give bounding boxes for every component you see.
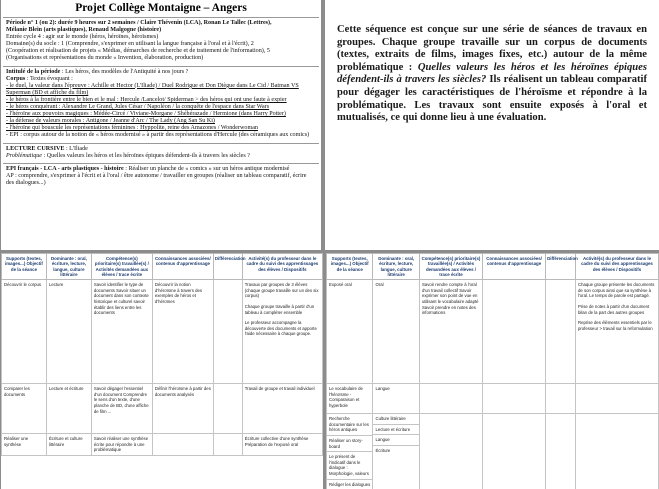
support-item: Recherche documentaire sur les héros antiques <box>329 416 369 433</box>
cell-support: Le vocabulaire de l'héroïsme - Comparaison et hyperbole <box>327 384 373 414</box>
corpus-item: - le héros conquérant : Alexandre Le Grand, Jules César / Napoléon / la conquête de l'espace dans Star Wars <box>6 104 270 111</box>
corpus-item: - le héros à la frontière entre le bien et le mal : Hercule /Lancelot/ Spiderman > des héros qui ont une faute à expier <box>6 96 287 103</box>
header-differenciation: Différenciation <box>213 254 242 280</box>
cell-support: Découvrir le corpus <box>2 280 47 384</box>
cell-competences: Savoir dégager l'essentiel d'un document Comprendre le sens d'un texte, d'une planche de BD, d'une affiche de film ... <box>91 384 152 434</box>
project-title: Projet Collège Montaigne – Angers <box>3 0 319 18</box>
cell-differenciation <box>213 384 242 434</box>
cell-differenciation <box>546 384 576 414</box>
cell-activites <box>575 414 658 489</box>
intro-question: Quelles valeurs les héros et les héroïnes épiques défendent-ils à travers les siècles? <box>337 61 647 86</box>
header-line: Mélanie Blein (arts plastiques), Renaud Malgogne (histoire) <box>6 27 162 34</box>
header-competences: Compétence(s) prioritaire(s) travaillée(s) / Activités demandées aux élèves / trace écrite <box>419 254 482 280</box>
header-supports: Supports (textes, images...) Objectif de la séance <box>2 254 47 280</box>
header-connaissances: Connaissances associées/ contenus d'apprentissage <box>152 254 213 280</box>
dominante-item: Lecture et écriture <box>373 424 418 433</box>
table-row <box>327 414 659 489</box>
project-reading-box <box>3 144 319 164</box>
epi-text: : Réaliser un planche de « comics » sur un héros antique modernisé <box>123 165 290 172</box>
table-header-row <box>327 254 659 280</box>
cell-differenciation <box>546 280 576 384</box>
sequence-table <box>1 253 323 456</box>
intro-text-after: Ils réalisent un tableau comparatif pour dégager les caractéristiques de l'héroïsme et répondre à la problématique. Les travaux sont ensuite exposés à l'oral et mutualisés, ce qui donne lieu à une évaluation. <box>337 74 647 124</box>
activity-line: Écriture collective d'une synthèse <box>244 436 309 442</box>
cell-dominante: Écriture et culture littéraire <box>46 434 91 456</box>
dominante-item: Langue <box>373 434 418 443</box>
cell-activites <box>575 384 658 414</box>
problem-text: : Quelles valeurs les héros et les héroïnes épiques défendent-ils à travers les siècles ? <box>42 152 250 159</box>
reading-label: LECTURE CURSIVE <box>6 145 65 152</box>
dominante-item: Écriture <box>373 445 418 454</box>
table-header-row <box>2 254 323 280</box>
project-header-box <box>3 18 319 67</box>
corpus-item: - le duel, la valeur dans l'épreuve : Achille et Hector (L'Iliade) / Duel Rodrigue et Don Diègue dans Le Cid / Batman VS Superman (BD et affiche du film) <box>6 82 299 96</box>
cell-competences <box>419 414 482 489</box>
table-row <box>2 280 323 384</box>
problem-line <box>6 153 316 160</box>
project-epi-box <box>3 164 319 190</box>
activity-line: Chaque groupe présente les documents de son corpus ainsi que sa synthèse à l'oral. Le temps de parole est partagé. <box>577 282 655 299</box>
activity-line: Travaux par groupes de 3 élèves (chaque groupe travaille sur un des six corpus) <box>244 282 319 299</box>
dominante-item: Culture littéraire <box>375 416 406 422</box>
cell-support: Comparer les documents <box>2 384 47 434</box>
cell-connaissances <box>483 280 546 384</box>
cell-support <box>327 414 373 489</box>
corpus-line <box>6 76 316 83</box>
corpus-text: : Textes évoquant : <box>25 75 73 82</box>
cell-connaissances: Découvrir la notion d'héroïsme à travers des exemples de héros et d'héroïnes <box>152 280 213 384</box>
header-dominante: Dominante : oral, écriture, lecture, langue, culture littéraire <box>373 254 419 280</box>
header-dominante: Dominante : oral, écriture, lecture, langue, culture littéraire <box>46 254 91 280</box>
intro-text-before: Cette séquence est conçue sur une série de séances de travaux en groupes. Chaque groupe travaille sur un corpus de documents (textes, extraits de films, images fixes, etc.) autour de la même problématique : <box>337 24 647 73</box>
corpus-item: - EPI : corpus autour de la notion de « héros modernisé » à partir des représentations d'Hercule (des céramiques aux comics) <box>6 132 310 139</box>
corpus-item: - la défense de valeurs morales : Antigone / Jeanne d'Arc / The Lady (Ang San Su Ki) <box>6 118 215 125</box>
activity-line: Chaque groupe travaille à partir d'un tableau à compléter ensemble <box>244 303 315 315</box>
corpus-item: - l'héroïne qui bouscule les représentations féminines : Hyppolite, reine des Amazones / Wonderwoman <box>6 125 258 132</box>
cell-competences: Savoir réaliser une synthèse écrite pour répondre à une problématique <box>91 434 152 456</box>
table-row <box>2 434 323 456</box>
intro-paragraph <box>325 0 659 125</box>
ap-line: AP : comprendre, s'exprimer à l'écrit et à l'oral / être autonome / travailler en groupes (réaliser un tableau comparatif, écrire des dialogues...) <box>6 172 307 186</box>
cell-activites <box>242 434 322 456</box>
cell-differenciation <box>546 414 576 489</box>
cell-support: Réaliser une synthèse <box>2 434 47 456</box>
corpus-label: Corpus <box>6 75 26 82</box>
project-sheet <box>1 0 321 250</box>
cell-connaissances: Définir l'héroïsme à partir des documents analysés <box>152 384 213 434</box>
activity-line: Reprise des éléments essentiels par le professeur > travail sur la reformulation <box>577 320 653 331</box>
support-item: Le présent de l'indicatif dans le dialogue : Morphologie, valeurs <box>327 451 372 476</box>
header-differenciation: Différenciation <box>546 254 576 280</box>
cell-dominante: Langue <box>373 384 419 414</box>
epi-line <box>6 166 316 173</box>
sequence-table-right <box>326 253 659 489</box>
cell-support: Exposé oral <box>327 280 373 384</box>
reading-line <box>6 146 316 153</box>
support-item: Rédiger les dialogues <box>327 479 372 488</box>
cell-activites <box>575 280 658 384</box>
header-line: (Coopération et réalisation de projets « Médias, démarches de recherche et de traitement de l'information), 5 <box>6 48 270 55</box>
header-line: Domaine(s) du socle : 1 (Comprendre, s'exprimer en utilisant la langue française à l'oral et à l'écrit), 2 <box>6 41 254 48</box>
problem-label: Problématique <box>6 152 42 159</box>
activity-line: Préparation de l'exposé oral <box>244 441 299 447</box>
header-line: Période n° 1 (ou 2): durée 9 heures sur 2 semaines / Claire Thévenin (LCA), Ronan Le Tallec (Lettres), <box>6 20 272 26</box>
cell-connaissances <box>152 434 213 456</box>
header-activites: Activité(s) du professeur dans le cadre du suivi des apprentissages des élèves / Dispositifs <box>575 254 658 280</box>
activity-line: Prise de notes à partir d'un document bilan de la part des autres groupes <box>577 303 650 315</box>
sequence-table-left <box>1 253 323 489</box>
cell-dominante <box>373 414 419 489</box>
header-supports: Supports (textes, images...) Objectif de la séance <box>327 254 373 280</box>
cell-differenciation <box>213 280 242 384</box>
cell-competences: Savoir identifier le type de documents Savoir situer un document dans son contexte historique et culturel savoir établir des liens entre les documents <box>91 280 152 384</box>
cell-connaissances <box>483 384 546 414</box>
sequence-intro <box>325 0 659 250</box>
activity-line: Travail de groupe et travail individuel <box>244 386 315 392</box>
epi-label: EPI français - LCA - arts plastiques - histoire <box>6 165 124 172</box>
table-row <box>2 384 323 434</box>
cell-activites <box>242 384 322 434</box>
cell-dominante: Oral <box>373 280 419 384</box>
corpus-item: - l'héroïne aux pouvoirs magiques : Médée-Circé / Viviane-Morgane / Shéhérazade / Hermione (dans Harry Potter) <box>6 111 286 118</box>
cell-competences <box>419 384 482 414</box>
reading-text: : L'Iliade <box>64 145 88 152</box>
header-line: Entrée cycle 4 : agir sur le monde (héros, héroïnes, héroïsmes) <box>6 34 159 41</box>
support-item: Réaliser un story-board <box>327 435 372 449</box>
table-row <box>327 280 659 384</box>
period-label: Intitulé de la période <box>6 68 61 75</box>
header-connaissances: Connaissances associées/ contenus d'apprentissage <box>483 254 546 280</box>
period-text: : Les héros, des modèles de l'Antiquité à nos jours ? <box>60 68 189 75</box>
cell-dominante: Lecture et écriture <box>46 384 91 434</box>
header-activites: Activité(s) du professeur dans le cadre du suivi des apprentissages des élèves / Dispositifs <box>242 254 322 280</box>
cell-differenciation <box>213 434 242 456</box>
cell-competences: Savoir rendre compte à l'oral d'un travail collectif Savoir exprimer son point de vue en utilisant le vocabulaire adapté Savoir prendre en notes des informations <box>419 280 482 384</box>
header-line: (Organisations et représentations du monde « Invention, élaboration, production) <box>6 55 204 62</box>
project-corpus-box <box>3 67 319 144</box>
cell-connaissances <box>483 414 546 489</box>
activity-line: Le professeur accompagne la découverte des documents et apporte l'aide nécessaire à chaque groupe. <box>244 320 317 337</box>
cell-activites <box>242 280 322 384</box>
table-row <box>327 384 659 414</box>
header-competences: Compétence(s) prioritaire(s) travaillée(s) / Activités demandées aux élèves / trace écrite <box>91 254 152 280</box>
period-line <box>6 69 316 76</box>
cell-dominante: Lecture <box>46 280 91 384</box>
sequence-table <box>326 253 659 489</box>
